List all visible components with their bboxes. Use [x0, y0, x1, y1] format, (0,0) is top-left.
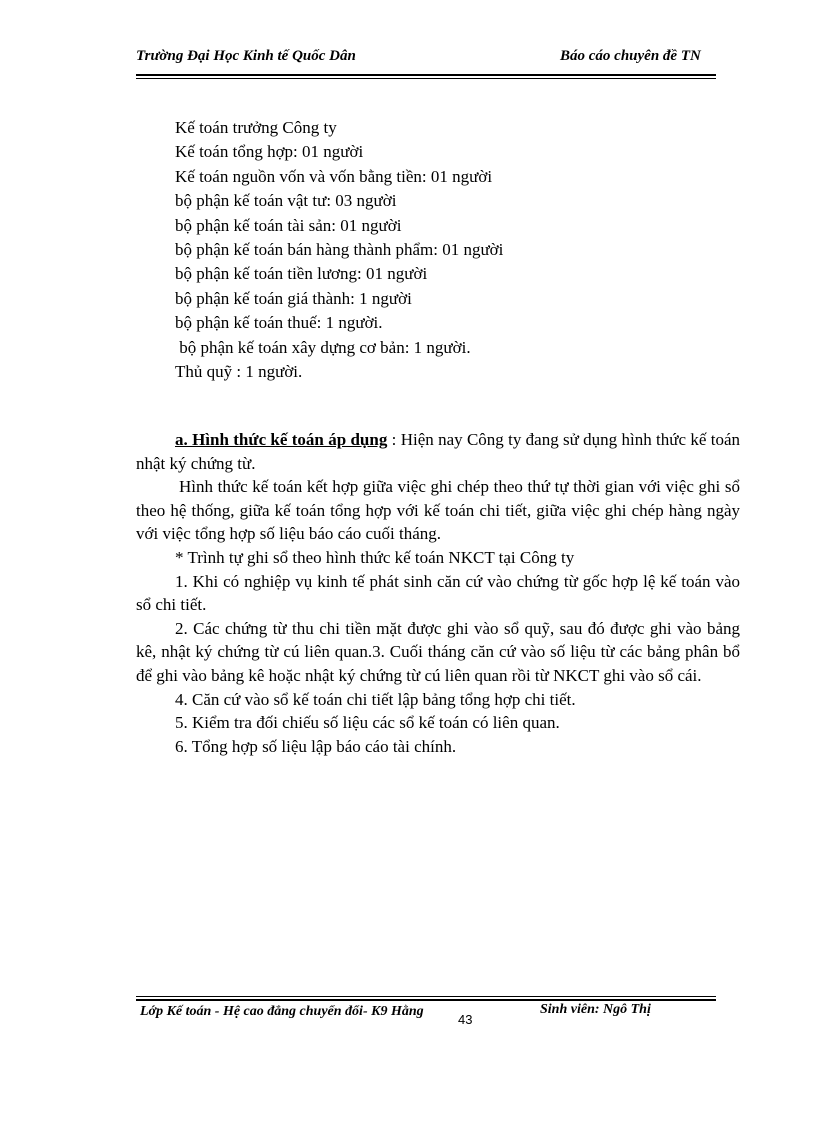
section-a-heading: a. Hình thức kế toán áp dụng: [175, 430, 388, 449]
staff-list: [175, 116, 503, 384]
staff-item: bộ phận kế toán tiền lương: 01 người: [175, 264, 428, 284]
section-a-intro: : Hiện nay Công ty đang sử dụng hình thức kế toán nhật ký chứng từ.: [136, 430, 740, 473]
header-school: Trường Đại Học Kinh tế Quốc Dân: [136, 48, 356, 64]
page-header: [136, 48, 716, 74]
page-number: 43: [458, 1012, 473, 1027]
staff-item: Kế toán tổng hợp: 01 người: [175, 142, 364, 162]
staff-item: bộ phận kế toán giá thành: 1 người: [175, 288, 412, 308]
footer-class: Lớp Kế toán - Hệ cao đẳng chuyển đổi- K9 Hằng: [140, 1004, 424, 1019]
paragraph-step-1: 1. Khi có nghiệp vụ kinh tế phát sinh căn cứ vào chứng từ gốc hợp lệ kế toán vào sổ chi tiết.: [136, 571, 740, 615]
paragraph-step-4: 4. Căn cứ vào sổ kế toán chi tiết lập bảng tổng hợp chi tiết.: [175, 689, 576, 709]
staff-item: Kế toán trưởng Công ty: [175, 118, 337, 137]
staff-item: bộ phận kế toán tài sản: 01 người: [175, 215, 402, 235]
paragraph-method-description: Hình thức kế toán kết hợp giữa việc ghi chép theo thứ tự thời gian với việc ghi sổ theo hệ thống, giữa kế toán tổng hợp với kế toán chi tiết, giữa việc ghi chép hàng ngày với việc tổng hợp số liệu báo cáo cuối tháng.: [136, 477, 740, 544]
staff-item: Thủ quỹ : 1 người.: [175, 362, 303, 382]
paragraph-step-5: 5. Kiểm tra đối chiếu số liệu các sổ kế toán có liên quan.: [175, 713, 560, 733]
staff-item: bộ phận kế toán vật tư: 03 người: [175, 191, 397, 211]
paragraph-step-6: 6. Tổng hợp số liệu lập báo cáo tài chính.: [175, 736, 457, 756]
document-body: [136, 428, 740, 758]
staff-item: Kế toán nguồn vốn và vốn bằng tiền: 01 người: [175, 166, 493, 186]
footer-divider: [136, 996, 716, 1001]
footer-student: Sinh viên: Ngô Thị: [540, 1002, 651, 1017]
section-a-paragraph: [136, 428, 740, 475]
staff-item: bộ phận kế toán thuế: 1 người.: [175, 313, 383, 333]
staff-item: bộ phận kế toán xây dựng cơ bản: 1 người.: [175, 337, 471, 357]
paragraph-step-2-3: 2. Các chứng từ thu chi tiền mặt được ghi vào sổ quỹ, sau đó được ghi vào bảng kê, nhật ký chứng từ cú liên quan.3. Cuối tháng căn cứ vào số liệu từ các bảng phân bổ để ghi vào bảng kê hoặc nhật ký chứng từ cú liên quan rồi từ NKCT ghi vào sổ cái.: [136, 618, 740, 685]
staff-item: bộ phận kế toán bán hàng thành phẩm: 01 người: [175, 240, 504, 260]
header-report-title: Báo cáo chuyên đề TN: [560, 48, 701, 64]
paragraph-procedure-title: * Trình tự ghi sổ theo hình thức kế toán NKCT tại Công ty: [175, 547, 575, 567]
